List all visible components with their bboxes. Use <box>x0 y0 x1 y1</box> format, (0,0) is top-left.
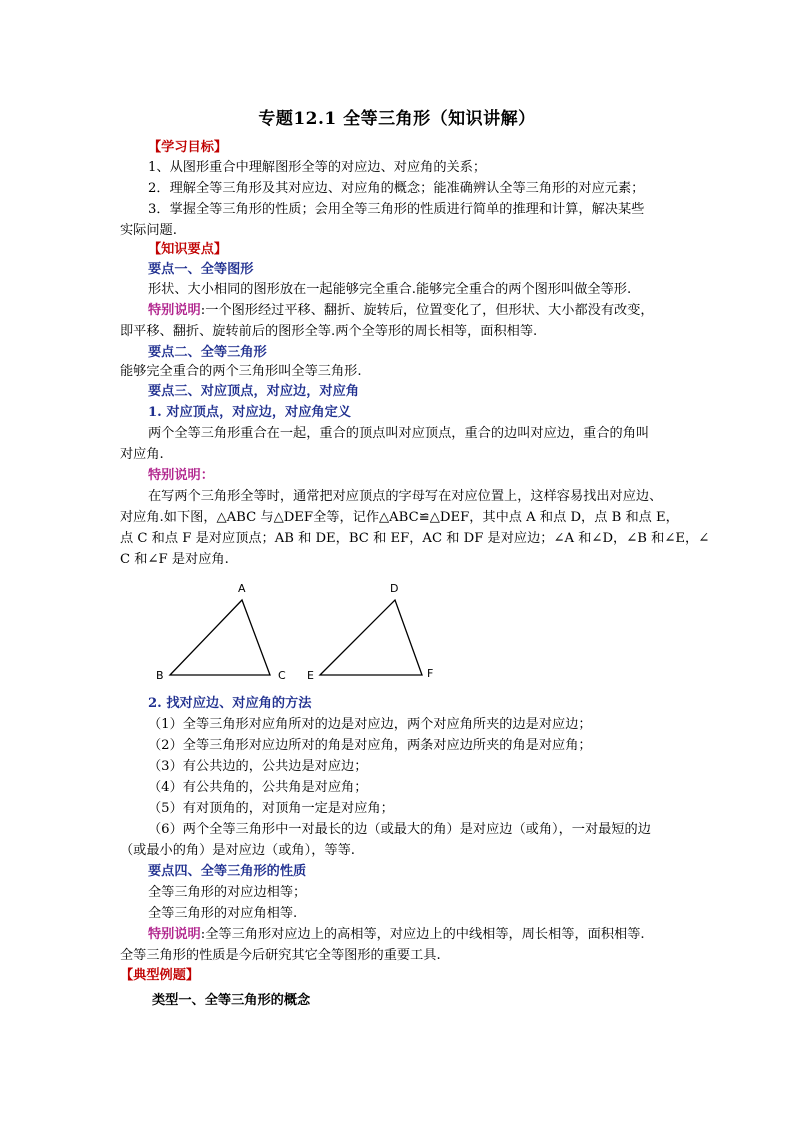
key-point-3-2-title: 2. 找对应边、对应角的方法 <box>148 696 312 711</box>
method-1: （1）全等三角形对应角所对的边是对应边，两个对应角所夹的边是对应边； <box>148 717 592 732</box>
triangle-abc <box>170 600 270 675</box>
page-title: 专题12.1 全等三角形（知识讲解） <box>258 109 536 129</box>
key-point-1-title: 要点一、全等图形 <box>148 262 254 277</box>
vertex-label-f: F <box>427 667 434 680</box>
vertex-label-c: C <box>278 669 286 682</box>
method-6b: （或最小的角）是对应边（或角），等等. <box>120 843 355 858</box>
key-point-2-title: 要点二、全等三角形 <box>148 345 267 360</box>
vertex-label-e: E <box>307 669 314 682</box>
note-3-line-b: 全等三角形的性质是今后研究其它全等图形的重要工具. <box>120 948 441 963</box>
key-point-2-text: 能够完全重合的两个三角形叫全等三角形. <box>120 364 362 379</box>
key-point-1-text: 形状、大小相同的图形放在一起能够完全重合.能够完全重合的两个图形叫做全等形. <box>148 282 632 297</box>
method-5: （5）有对顶角的，对顶角一定是对应角； <box>148 801 394 816</box>
note-2-line-a: 在写两个三角形全等时，通常把对应顶点的字母写在对应位置上，这样容易找出对应边、 <box>148 489 663 504</box>
method-4: （4）有公共角的，公共角是对应角； <box>148 780 368 795</box>
note-1-line-b: 即平移、翻折、旋转前后的图形全等.两个全等形的周长相等，面积相等. <box>120 324 538 339</box>
vertex-label-d: D <box>390 582 399 595</box>
note-1-label: 特别说明 <box>148 303 201 318</box>
note-1-text: :一个图形经过平移、翻折、旋转后，位置变化了，但形状、大小都没有改变， <box>200 303 654 318</box>
goal-2: 2．理解全等三角形及其对应边、对应角的概念；能准确辨认全等三角形的对应元素； <box>148 181 645 196</box>
key-points-header: 【知识要点】 <box>148 242 228 257</box>
vertex-label-b: B <box>156 669 164 682</box>
type-1-title: 类型一、全等三角形的概念 <box>152 993 311 1008</box>
note-1-line-a <box>148 301 654 321</box>
note-2-line-c: 点 C 和点 F 是对应顶点；AB 和 DE，BC 和 EF，AC 和 DF 是对应边；∠A 和∠D，∠B 和∠E，∠ <box>120 531 710 546</box>
congruent-triangles-figure <box>150 580 450 690</box>
note-2-line-d: C 和∠F 是对应角. <box>120 552 229 567</box>
goals-header: 【学习目标】 <box>148 140 228 155</box>
triangle-def <box>320 600 422 675</box>
key-point-4-title: 要点四、全等三角形的性质 <box>148 864 307 879</box>
key-point-4-text-b: 全等三角形的对应角相等. <box>148 906 298 921</box>
vertex-label-a: A <box>238 582 246 595</box>
goal-3a: 3．掌握全等三角形的性质；会用全等三角形的性质进行简单的推理和计算，解决某些 <box>148 202 645 217</box>
method-6a: （6）两个全等三角形中一对最长的边（或最大的角）是对应边（或角），一对最短的边 <box>148 822 651 837</box>
note-3-line-a <box>148 925 645 945</box>
goal-3b: 实际问题. <box>120 223 177 238</box>
key-point-3-1-title: 1. 对应顶点，对应边，对应角定义 <box>148 405 351 420</box>
examples-header: 【典型例题】 <box>120 968 200 983</box>
method-3: （3）有公共边的，公共边是对应边； <box>148 759 368 774</box>
key-point-3-1-text-b: 对应角. <box>120 447 164 462</box>
note-3-label: 特别说明 <box>148 927 201 942</box>
key-point-4-text-a: 全等三角形的对应边相等； <box>148 885 307 900</box>
method-2: （2）全等三角形对应边所对的角是对应角，两条对应边所夹的角是对应角； <box>148 738 592 753</box>
key-point-3-1-text-a: 两个全等三角形重合在一起，重合的顶点叫对应顶点，重合的边叫对应边，重合的角叫 <box>148 426 650 441</box>
note-3-text: :全等三角形对应边上的高相等，对应边上的中线相等，周长相等，面积相等. <box>200 927 645 942</box>
goal-1: 1、从图形重合中理解图形全等的对应边、对应角的关系； <box>148 160 487 175</box>
note-2-label: 特别说明： <box>148 468 214 483</box>
key-point-3-title: 要点三、对应顶点，对应边，对应角 <box>148 384 359 399</box>
note-2-line-b: 对应角.如下图，△ABC 与△DEF全等，记作△ABC≌△DEF，其中点 A 和点 D，点 B 和点 E， <box>120 510 679 525</box>
